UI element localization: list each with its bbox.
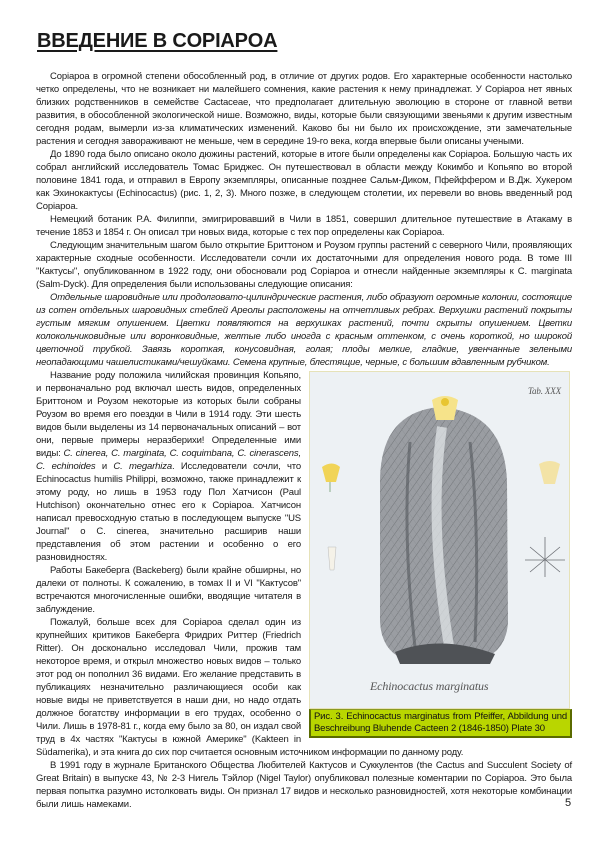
text-part: . Исследователи сочли, что Echinocactus humilis Philippi, возможно, также принадлежит к этому роду, но лишь в 1953 году Пол Хатчисон (Paul Hutchison) окончательно отнес его к Copiapoa. Хатчисон написал превосходную статью в последующем выпуске "US Journal" о C. cinerea, значительно расширив наши представления об этом растении и особенно о его разновидностях. [36, 461, 301, 563]
paragraph-intro: Copiapoa в огромной степени обособленный род, в отличие от других родов. Его характерные особенности настолько четко определены, что не возникает ни малейшего сомнения, какие растения к нему принадлежат. У Copiapoa нет явных близких родственников в семействе Cactaceae, что предполагает длительную эволюцию в стороне от главной ветви развития, в обособленной экологической нише. Возможно, виды, которые были связующими звеньями к другим известным сегодня родам, вымерли из-за климатических изменений. Каково бы ни было их происхождение, эти замечательные растения и сегодня завораживают не меньше, чем в середине 19-го века, когда впервые были описаны учеными. [36, 71, 572, 147]
paragraph-backeberg: Работы Бакеберга (Backeberg) были крайне обширны, но далеки от полноты. К сожалению, в томах II и VI "Кактусов" встречаются многочисленные ошибки, вводящие читателя в заблуждение. [36, 565, 301, 615]
text-part: Название роду положила чилийская провинция Копьяпо, и первоначально род включал шесть видов, определенных Бриттоном и Роузом некоторые из которых были собраны Роузом во время его поездки в Чили в 1914 году. Эти шесть видов были выделены из 14 первоначальных описаний – вот они, первые примеры неразберихи! Определенные ими виды: [36, 370, 301, 459]
text-part: и [95, 461, 114, 472]
figure-echinocactus [309, 371, 572, 738]
paragraph-britton-rose: Следующим значительным шагом было открытие Бриттоном и Роузом группы растений с северного Чили, проявляющих характерные сходные особенности. Исследователи сочли их достаточными для определения нового рода. В томе III "Кактусы", опубликованном в 1922 году, они обосновали род Copiapoa и отнесли найденные экземпляры к C. marginata (Salm-Dyck). Для определения были использованы следующие описания: [36, 240, 572, 290]
plate-label: Tab. XXX [528, 386, 561, 396]
paragraph-ritter: Пожалуй, больше всех для Copiapoa сделал один из крупнейших критиков Бакеберга Фридрих Риттер (Friedrich Ritter). Он досконально исследовал Чили, прожив там некоторое время, и открыл множество новых видов – только этот род он пополнил 36 видами. Его желание представить в публикациях незначительно различающиеся особи как новые виды не приветствуется в наши дни, но надо отдать должное богатству информации в его трудах, особенно о Чили. Лишь в 1978-81 г., когда ему было за 80, он издал свой труд в 4х частях "Кактусы в южной Америке" (Kakteen in Südamerika), и эта книга до сих пор считается основным источником информации по данному роду. [36, 617, 464, 758]
paragraph-description-quote: Отдельные шаровидные или продолговато-цилиндрические растения, либо образуют огромные колонии, состоящие из сотен отдельных шаровидных стеблей Ареолы расположены на отчетливых ребрах. Верхушки растений покрыты густым мягким опушением. Цветки появляются на верхушках растений, почти скрыты опушением. Цветки колокольчиковидные или воронковидные, желтые либо иногда с красным оттенком, с очень короткой, но широкой цветочной трубкой. Завязь короткая, конусовидная, голая; плоды мелкие, гладкие, увенчанные зелеными неопадающими чашелистиками/чешуйками. Семена крупные, блестящие, черные, с большим вдавленным рубчиком. [36, 292, 572, 368]
plate-script: Echinocactus marginatus [370, 679, 489, 693]
page-title: ВВЕДЕНИЕ В COPIAPOA [37, 30, 278, 52]
paragraph-taylor: В 1991 году в журнале Британского Общества Любителей Кактусов и Суккулентов (the Cactus and Succulent Society of Great Britain) в выпуске 43, № 2-3 Нигель Тэйлор (Nigel Taylor) опубликовал полезные коментарии по Copiapoa. Это была первая попытка разумно истолковать виды. Он признал 17 видов и несколько разновидностей, хотя некоторые комбинации были лишь намеками. [36, 760, 572, 810]
figure-caption: Рис. 3. Echinocactus marginatus from Pfeiffer, Abbildung und Beschreibung Bluhende Cacteen 2 (1846-1850) Plate 30 [309, 709, 572, 738]
paragraph-philippi: Немецкий ботаник Р.А. Филиппи, эмигрировавший в Чили в 1851, совершил длительное путешествие в Атакаму в течение 1853 и 1854 г. Он описал три новых вида, которые с тех пор определены как Copiapoa. [36, 214, 572, 238]
article-body [36, 70, 572, 811]
species-name: C. megarhiza [113, 461, 172, 472]
species-list: C. cinerea, C. marginata, C. coquimbana, C. cinerascens, C. echinoides [36, 448, 301, 472]
paragraph-history: До 1890 года было описано около дюжины растений, которые в итоге были определены как Copiapoa. Большую часть их собрал английский исследователь Томас Бриджес. Он путешествовал в области между Кокимбо и Копьяпо во второй половине 1841 года, и отправил в Европу экземпляры, описанные позднее Сальм-Диком, Пфейффером и В.Дж. Хукером как Эхинокактусы (Echinocactus) (рис. 1, 2, 3). Много позже, в следующем столетии, их перевели во вновь введенный род Copiapoa. [36, 149, 572, 212]
page-number: 5 [565, 797, 572, 809]
botanical-illustration-icon [309, 371, 570, 709]
